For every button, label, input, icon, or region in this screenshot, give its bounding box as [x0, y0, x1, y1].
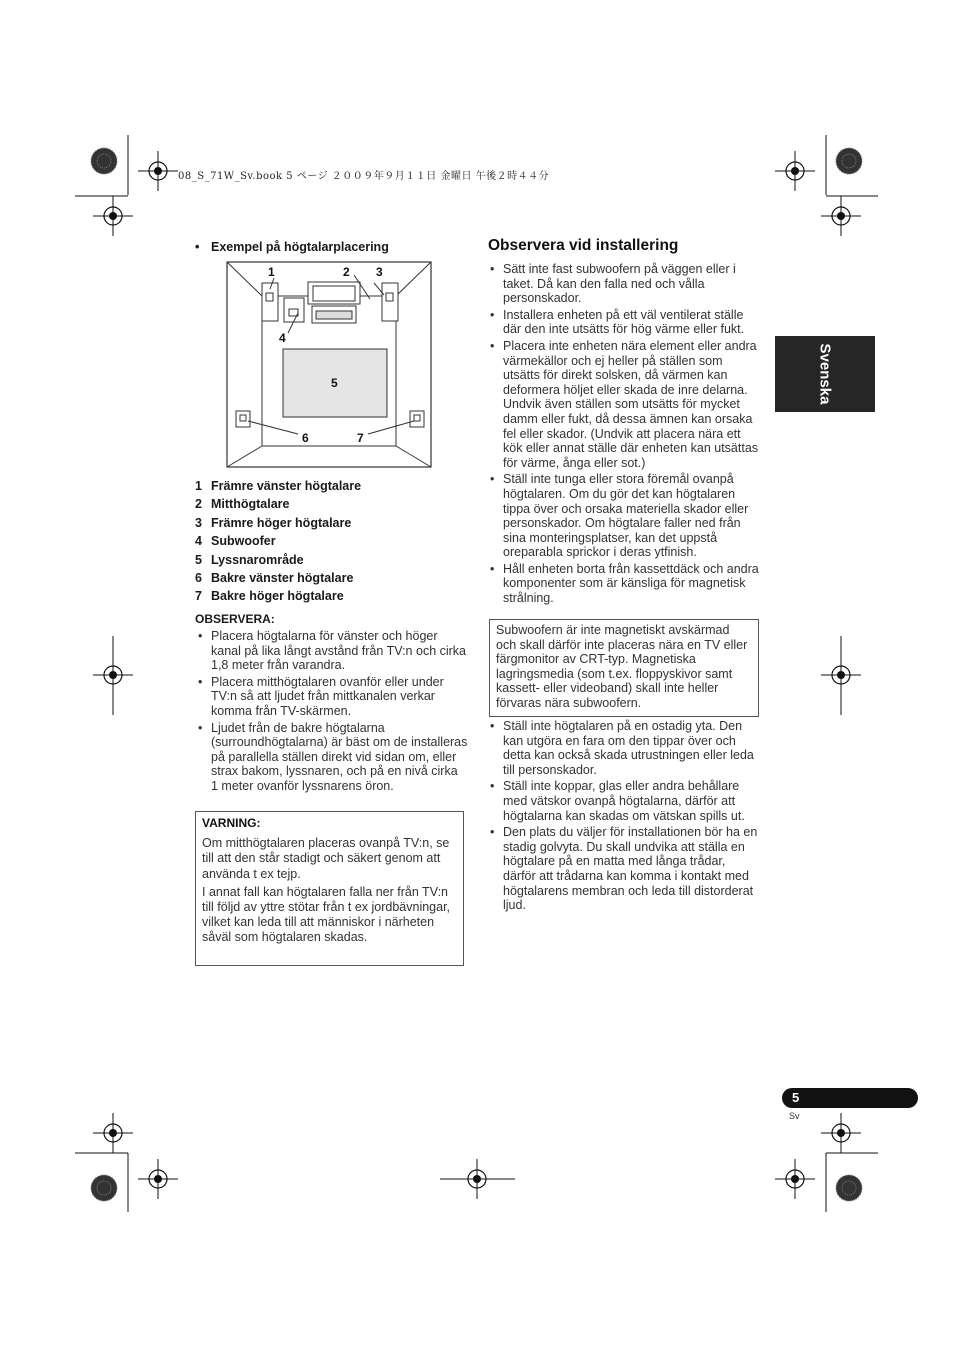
legend-item [195, 495, 467, 513]
front-right-speaker-icon [382, 283, 398, 321]
installation-list [488, 262, 760, 608]
list-item: • Placera högtalarna för vänster och höger kanal på lika långt avstånd från TV:n och cirka 1,8 meter från varandra. [196, 629, 468, 673]
observe-title: OBSERVERA: [195, 612, 275, 626]
legend-label: Främre vänster högtalare [211, 479, 362, 493]
list-item: • Placera inte enheten nära element eller andra värmekällor och ej heller på ställen som utsätts för direkt solsken, då värmen kan deformera höljet eller skada de inre delarna. Undvik även ställen som utsätts för mycket damm eller fukt, då dessa ämnen kan orsaka fel eller skador. (Undvik att placera nära ett kök eller annat ställe där enheten kan utsättas för värme, ånga eller sot.) [488, 339, 760, 470]
legend-item [195, 514, 467, 532]
perspective-line [227, 262, 262, 296]
legend-item [195, 569, 467, 587]
list-item: • Ställ inte högtalaren på en ostadig yta. Den kan utgöra en fara om den tippar över och detta kan också skada utrustningen eller leda till personskador. [488, 719, 760, 777]
diagram-label-2: 2 [343, 265, 350, 279]
rear-left-speaker-icon [236, 411, 250, 427]
diagram-label-1: 1 [268, 265, 275, 279]
page-language-code: Sv [789, 1111, 800, 1121]
tv-icon [308, 282, 360, 323]
warning-box [195, 811, 464, 966]
list-item: • Håll enheten borta från kassettdäck och andra komponenter som är känsliga för magnetisk strålning. [488, 562, 760, 606]
list-item: • Installera enheten på ett väl ventilerat ställe där den inte utsätts för hög värme eller fukt. [488, 308, 760, 337]
subwoofer-icon [284, 298, 304, 322]
perspective-line [227, 446, 262, 467]
page-number-pill [782, 1088, 918, 1108]
legend-label: Bakre vänster högtalare [211, 570, 354, 585]
legend-item [195, 587, 467, 605]
legend-item [195, 532, 467, 550]
legend-label: Främre höger högtalare [211, 515, 352, 530]
legend-number: 2 [195, 497, 202, 512]
language-tab [775, 336, 875, 412]
language-tab-label: Svenska [816, 343, 834, 405]
legend-item [195, 551, 467, 569]
list-item: • Sätt inte fast subwoofern på väggen eller i taket. Då kan den falla ned och vålla personskador. [488, 262, 760, 306]
section-title: Observera vid installering [488, 237, 679, 254]
legend-number: 7 [195, 589, 202, 604]
legend-number: 3 [195, 515, 202, 530]
list-item: • Ställ inte tunga eller stora föremål ovanpå högtalaren. Om du gör det kan högtalaren tippa över och orsaka materiella skador eller personskador. Om högtalare faller ned från sina monteringsplatser, kan det uppstå oreparabla sprickor i deras ytfinish. [488, 472, 760, 560]
diagram-label-5: 5 [331, 376, 338, 390]
perspective-line [396, 446, 431, 467]
diagram-label-6: 6 [302, 431, 309, 445]
page-number: 5 [792, 1090, 800, 1105]
example-heading-text: Exempel på högtalarplacering [211, 240, 389, 254]
magnetic-notice-box: Subwoofern är inte magnetiskt avskärmad och skall därför inte placeras nära en TV eller färgmonitor av CRT-typ. Magnetiska lagringsmedia (som t.ex. floppyskivor samt kassett- eller videoband) skall inte heller förvaras nära subwoofern. [489, 619, 759, 717]
leader-line [368, 421, 414, 434]
speaker-placement-diagram [226, 261, 432, 469]
list-item: • Ställ inte koppar, glas eller andra behållare med vätskor ovanpå högtalarna, därför att högtalarna kan skadas om vätskan spills ut. [488, 779, 760, 823]
legend-number: 5 [195, 552, 202, 567]
installation-list-continued [488, 719, 760, 915]
rear-right-speaker-icon [410, 411, 424, 427]
legend-label: Lyssnarområde [211, 552, 304, 567]
perspective-line [396, 262, 431, 296]
warning-title: VARNING: [202, 816, 261, 830]
legend-number: 4 [195, 534, 202, 549]
legend-label: Mitthögtalare [211, 497, 290, 512]
diagram-label-3: 3 [376, 265, 383, 279]
example-heading [195, 240, 467, 254]
legend-item [195, 477, 467, 495]
leader-line [248, 421, 298, 434]
diagram-label-7: 7 [357, 431, 364, 445]
list-item: • Placera mitthögtalaren ovanför eller under TV:n så att ljudet från mittkanalen verkar komma från TV-skärmen. [196, 675, 468, 719]
legend-number: 6 [195, 570, 202, 585]
warning-paragraph: I annat fall kan högtalaren falla ner från TV:n till följd av yttre stötar från t ex jordbävningar, vilket kan leda till att människor i närheten såväl som högtalaren skadas. [202, 884, 451, 945]
legend-label: Bakre höger högtalare [211, 589, 344, 604]
legend-number: 1 [195, 479, 202, 493]
observe-list [196, 629, 468, 796]
bullet: • [195, 240, 200, 254]
list-item: • Ljudet från de bakre högtalarna (surroundhögtalarna) är bäst om de installeras på parallella ställen direkt vid sidan om, eller strax bakom, lyssnaren, och på en nivå cirka 1 meter ovanför lyssnarens öron. [196, 721, 468, 794]
warning-paragraph: Om mitthögtalaren placeras ovanpå TV:n, se till att den står stadigt och säkert genom att använda t ex tejp. [202, 836, 450, 881]
diagram-legend [195, 477, 467, 606]
print-header: 08_S_71W_Sv.book 5 ページ ２００９年９月１１日 金曜日 午後２時４４分 [178, 171, 550, 182]
list-item: • Den plats du väljer för installationen bör ha en stadig golvyta. Du skall undvika att ställa en högtalare på en matta med långa trådar, därför att trådarna kan komma i kontakt med högtalarens membran och leda till distorderat ljud. [488, 825, 760, 913]
diagram-label-4: 4 [279, 331, 286, 345]
legend-label: Subwoofer [211, 534, 276, 549]
